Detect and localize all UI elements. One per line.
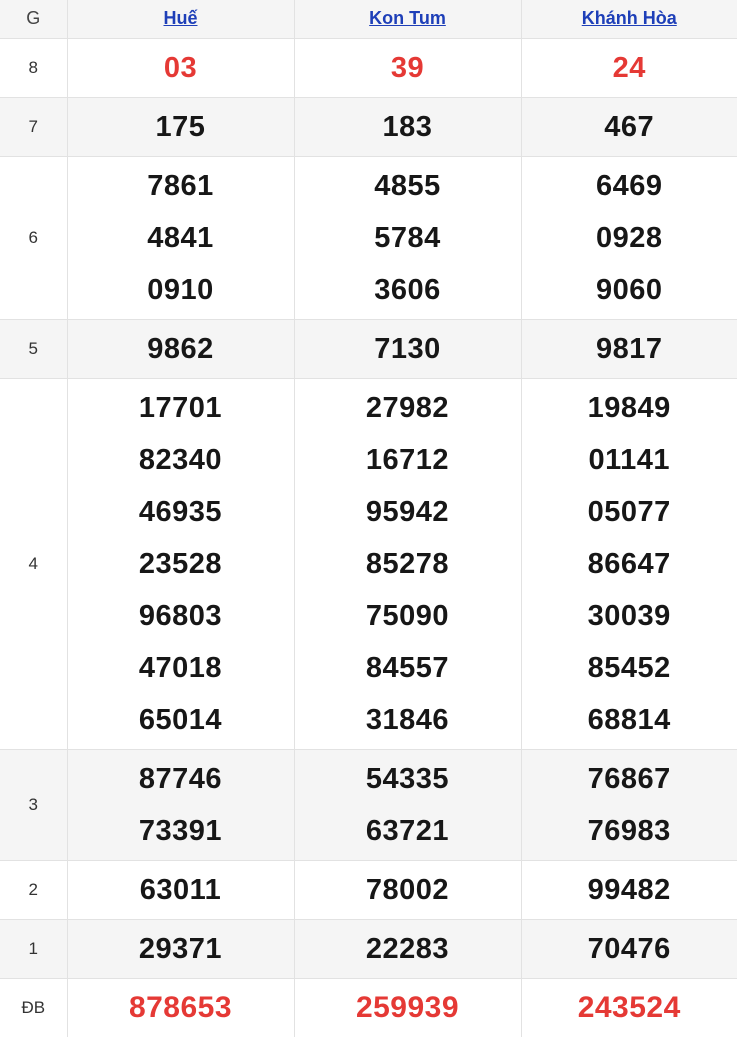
- prize-cell-khanh-hoa: [521, 38, 737, 97]
- prize-cell-khanh-hoa: [521, 319, 737, 378]
- prize-cell-khanh-hoa: [521, 919, 737, 978]
- prize-number: 84557: [295, 642, 521, 694]
- prize-number: 19849: [522, 382, 737, 434]
- prize-cell-hue: [67, 860, 294, 919]
- prize-cell-hue: [67, 749, 294, 860]
- prize-tier-label: 7: [0, 97, 67, 156]
- prize-row-3: [0, 749, 737, 860]
- province-header-khanh-hoa: [521, 0, 737, 38]
- prize-number: 96803: [68, 590, 294, 642]
- prize-number: 7861: [68, 160, 294, 212]
- prize-number: 03: [68, 42, 294, 94]
- prize-tier-label: 3: [0, 749, 67, 860]
- prize-number: 85452: [522, 642, 737, 694]
- province-link-hue[interactable]: Huế: [163, 8, 197, 28]
- prize-row-5: [0, 319, 737, 378]
- prize-number: 01141: [522, 434, 737, 486]
- prize-number: 5784: [295, 212, 521, 264]
- prize-number: 878653: [68, 982, 294, 1034]
- prize-tier-label: 6: [0, 156, 67, 319]
- prize-cell-khanh-hoa: [521, 860, 737, 919]
- prize-tier-label: 2: [0, 860, 67, 919]
- prize-number: 4855: [295, 160, 521, 212]
- prize-number: 9862: [68, 323, 294, 375]
- prize-number: 17701: [68, 382, 294, 434]
- prize-number: 23528: [68, 538, 294, 590]
- prize-tier-label: 1: [0, 919, 67, 978]
- prize-number: 70476: [522, 923, 737, 975]
- prize-row-4: [0, 378, 737, 749]
- prize-cell-hue: [67, 97, 294, 156]
- prize-number: 3606: [295, 264, 521, 316]
- prize-row-db: [0, 978, 737, 1037]
- prize-number: 467: [522, 101, 737, 153]
- prize-cell-hue: [67, 38, 294, 97]
- prize-row-7: [0, 97, 737, 156]
- prize-cell-hue: [67, 378, 294, 749]
- prize-cell-kon-tum: [294, 378, 521, 749]
- prize-tier-label: ĐB: [0, 978, 67, 1037]
- prize-number: 30039: [522, 590, 737, 642]
- prize-number: 63721: [295, 805, 521, 857]
- prize-number: 175: [68, 101, 294, 153]
- prize-number: 31846: [295, 694, 521, 746]
- prize-number: 68814: [522, 694, 737, 746]
- prize-number: 29371: [68, 923, 294, 975]
- prize-number: 86647: [522, 538, 737, 590]
- province-header-hue: [67, 0, 294, 38]
- prize-number: 76867: [522, 753, 737, 805]
- prize-cell-khanh-hoa: [521, 156, 737, 319]
- prize-number: 85278: [295, 538, 521, 590]
- prize-number: 4841: [68, 212, 294, 264]
- prize-number: 73391: [68, 805, 294, 857]
- prize-row-2: [0, 860, 737, 919]
- prize-number: 54335: [295, 753, 521, 805]
- prize-number: 47018: [68, 642, 294, 694]
- province-link-kon-tum[interactable]: Kon Tum: [369, 8, 446, 28]
- prize-cell-khanh-hoa: [521, 378, 737, 749]
- prize-number: 0928: [522, 212, 737, 264]
- prize-number: 76983: [522, 805, 737, 857]
- prize-cell-kon-tum: [294, 978, 521, 1037]
- prize-cell-kon-tum: [294, 319, 521, 378]
- prize-number: 82340: [68, 434, 294, 486]
- prize-cell-khanh-hoa: [521, 749, 737, 860]
- province-link-khanh-hoa[interactable]: Khánh Hòa: [582, 8, 677, 28]
- prize-number: 65014: [68, 694, 294, 746]
- province-header-kon-tum: [294, 0, 521, 38]
- prize-number: 78002: [295, 864, 521, 916]
- prize-number: 9060: [522, 264, 737, 316]
- header-row: [0, 0, 737, 38]
- prize-number: 6469: [522, 160, 737, 212]
- prize-row-6: [0, 156, 737, 319]
- prize-tier-label: 5: [0, 319, 67, 378]
- prize-number: 99482: [522, 864, 737, 916]
- prize-number: 24: [522, 42, 737, 94]
- prize-number: 22283: [295, 923, 521, 975]
- prize-cell-kon-tum: [294, 156, 521, 319]
- prize-number: 87746: [68, 753, 294, 805]
- prize-cell-hue: [67, 978, 294, 1037]
- prize-number: 75090: [295, 590, 521, 642]
- prize-cell-kon-tum: [294, 860, 521, 919]
- prize-tier-label: 8: [0, 38, 67, 97]
- prize-number: 0910: [68, 264, 294, 316]
- prize-cell-kon-tum: [294, 749, 521, 860]
- prize-cell-hue: [67, 156, 294, 319]
- prize-number: 05077: [522, 486, 737, 538]
- prize-number: 95942: [295, 486, 521, 538]
- prize-number: 63011: [68, 864, 294, 916]
- prize-number: 9817: [522, 323, 737, 375]
- prize-row-1: [0, 919, 737, 978]
- prize-cell-kon-tum: [294, 97, 521, 156]
- prize-cell-hue: [67, 319, 294, 378]
- prize-number: 7130: [295, 323, 521, 375]
- prize-cell-khanh-hoa: [521, 97, 737, 156]
- prize-number: 16712: [295, 434, 521, 486]
- prize-number: 259939: [295, 982, 521, 1034]
- prize-column-header: G: [0, 0, 67, 38]
- prize-row-8: [0, 38, 737, 97]
- prize-number: 46935: [68, 486, 294, 538]
- prize-cell-kon-tum: [294, 919, 521, 978]
- prize-number: 39: [295, 42, 521, 94]
- prize-number: 243524: [522, 982, 737, 1034]
- prize-cell-khanh-hoa: [521, 978, 737, 1037]
- prize-cell-hue: [67, 919, 294, 978]
- prize-tier-label: 4: [0, 378, 67, 749]
- prize-cell-kon-tum: [294, 38, 521, 97]
- prize-number: 27982: [295, 382, 521, 434]
- prize-number: 183: [295, 101, 521, 153]
